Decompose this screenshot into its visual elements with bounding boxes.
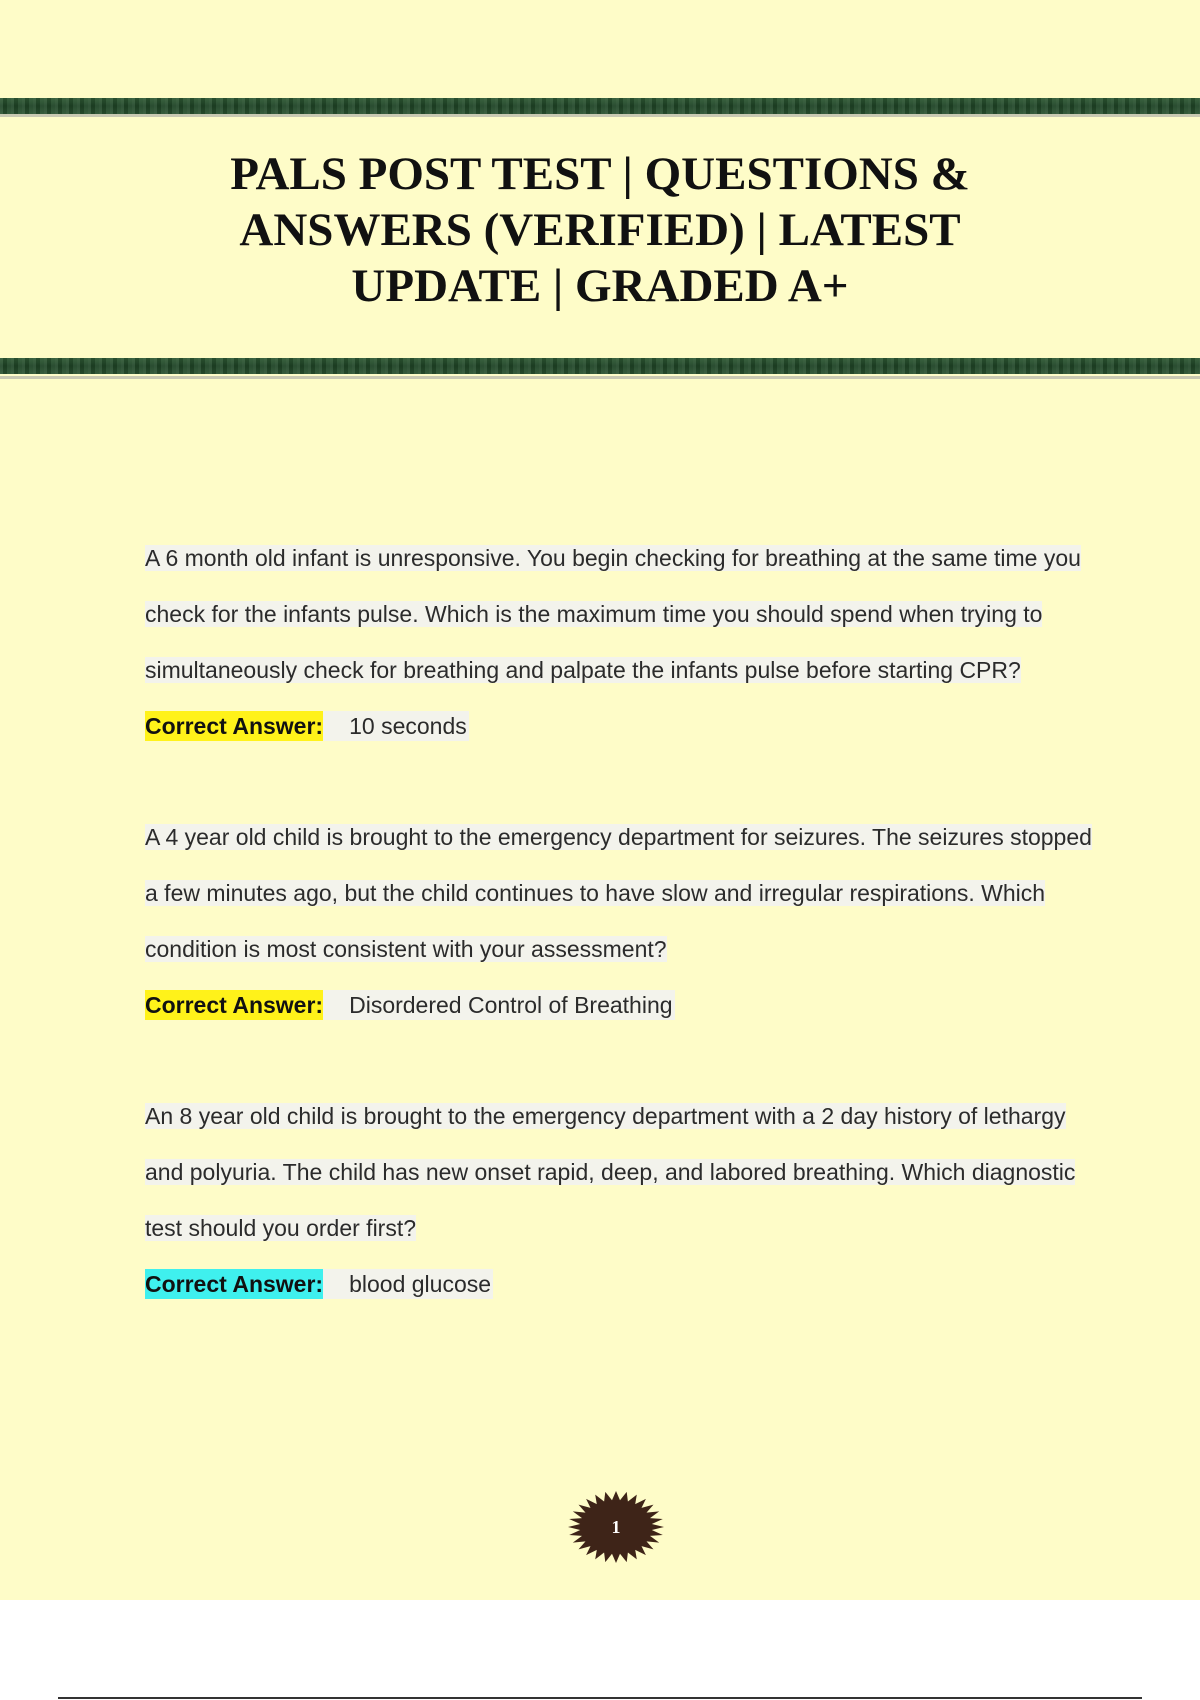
qa-item [145, 809, 1095, 1033]
qa-item [145, 1088, 1095, 1312]
bottom-band-rule [0, 376, 1200, 379]
correct-answer-label: Correct Answer: [145, 713, 324, 739]
answer-value: blood glucose [323, 1269, 493, 1299]
answer-line [145, 977, 1095, 1033]
title-line-2: ANSWERS (VERIFIED) | LATEST [239, 204, 961, 256]
answer-line [145, 1256, 1095, 1312]
title-line-1: PALS POST TEST | QUESTIONS & [230, 148, 970, 200]
qa-item [145, 530, 1095, 754]
qa-list [145, 530, 1095, 1367]
bottom-decorative-band [0, 358, 1200, 374]
top-band-rule [0, 114, 1200, 117]
footer-rule [58, 1697, 1142, 1699]
question-text: A 6 month old infant is unresponsive. You begin checking for breathing at the same time you check for the infants pulse. Which is the maximum time you should spend when trying to simultaneously check for breathing and palpate the infants pulse before starting CPR? [145, 545, 1081, 683]
page-number: 1 [611, 1517, 621, 1537]
correct-answer-label: Correct Answer: [145, 1271, 324, 1297]
question-text: An 8 year old child is brought to the emergency department with a 2 day history of lethargy and polyuria. The child has new onset rapid, deep, and labored breathing. Which diagnostic test should you order first? [145, 1103, 1076, 1241]
answer-line [145, 698, 1095, 754]
answer-value: Disordered Control of Breathing [323, 990, 674, 1020]
top-decorative-band [0, 98, 1200, 114]
question-text: A 4 year old child is brought to the emergency department for seizures. The seizures stopped a few minutes ago, but the child continues to have slow and irregular respirations. Which condition is most consistent with your assessment? [145, 824, 1092, 962]
title-line-3: UPDATE | GRADED A+ [351, 260, 849, 312]
answer-value: 10 seconds [323, 711, 469, 741]
document-title [150, 146, 1050, 314]
correct-answer-label: Correct Answer: [145, 992, 324, 1018]
